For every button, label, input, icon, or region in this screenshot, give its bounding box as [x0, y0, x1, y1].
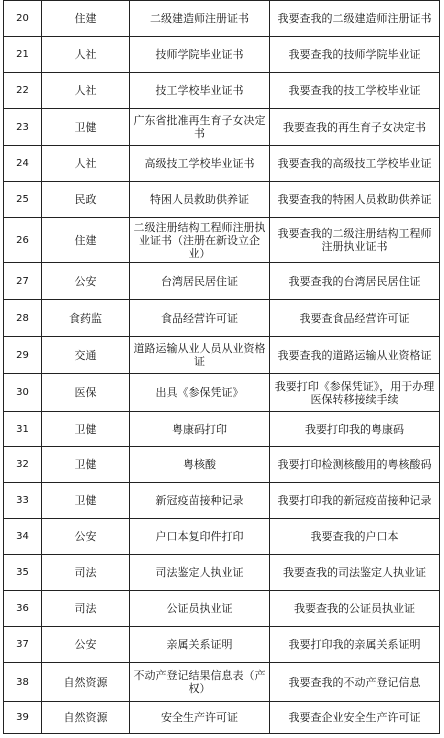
table-row: [4, 702, 440, 734]
row-number: 26: [4, 218, 42, 263]
department-cell: 医保: [42, 374, 130, 412]
row-number: 23: [4, 109, 42, 146]
certificate-item-cell: 道路运输从业人员从业资格证: [130, 337, 270, 374]
table-body: [4, 1, 440, 734]
table-row: [4, 519, 440, 555]
row-number: 39: [4, 702, 42, 734]
certificate-item-cell: 广东省批准再生育子女决定书: [130, 109, 270, 146]
table-row: [4, 300, 440, 337]
department-cell: 自然资源: [42, 702, 130, 734]
service-table-container: [3, 0, 439, 734]
certificate-item-cell: 技师学院毕业证书: [130, 37, 270, 73]
department-cell: 司法: [42, 555, 130, 591]
row-number: 25: [4, 182, 42, 218]
table-row: [4, 182, 440, 218]
row-number: 35: [4, 555, 42, 591]
department-cell: 卫健: [42, 483, 130, 519]
service-description-cell: 我要查我的技工学校毕业证: [270, 73, 440, 109]
certificate-item-cell: 技工学校毕业证书: [130, 73, 270, 109]
department-cell: 民政: [42, 182, 130, 218]
service-description-cell: 我要查我的再生育子女决定书: [270, 109, 440, 146]
department-cell: 司法: [42, 591, 130, 627]
table-row: [4, 412, 440, 447]
table-row: [4, 37, 440, 73]
department-cell: 食药监: [42, 300, 130, 337]
table-row: [4, 1, 440, 37]
department-cell: 卫健: [42, 109, 130, 146]
department-cell: 人社: [42, 37, 130, 73]
table-row: [4, 663, 440, 702]
certificate-item-cell: 特困人员救助供养证: [130, 182, 270, 218]
department-cell: 住建: [42, 218, 130, 263]
service-description-cell: 我要打印我的亲属关系证明: [270, 627, 440, 663]
department-cell: 住建: [42, 1, 130, 37]
service-description-cell: 我要查我的户口本: [270, 519, 440, 555]
row-number: 22: [4, 73, 42, 109]
service-description-cell: 我要查我的不动产登记信息: [270, 663, 440, 702]
certificate-item-cell: 出具《参保凭证》: [130, 374, 270, 412]
table-row: [4, 555, 440, 591]
row-number: 24: [4, 146, 42, 182]
service-description-cell: 我要查企业安全生产许可证: [270, 702, 440, 734]
service-description-cell: 我要查食品经营许可证: [270, 300, 440, 337]
certificate-item-cell: 二级注册结构工程师注册执业证书（注册在新设立企业）: [130, 218, 270, 263]
row-number: 20: [4, 1, 42, 37]
service-description-cell: 我要查我的高级技工学校毕业证: [270, 146, 440, 182]
row-number: 38: [4, 663, 42, 702]
service-description-cell: 我要查我的台湾居民居住证: [270, 263, 440, 300]
table-row: [4, 218, 440, 263]
row-number: 31: [4, 412, 42, 447]
service-table: [3, 0, 440, 734]
row-number: 29: [4, 337, 42, 374]
service-description-cell: 我要查我的二级注册结构工程师注册执业证书: [270, 218, 440, 263]
certificate-item-cell: 粤康码打印: [130, 412, 270, 447]
service-description-cell: 我要查我的特困人员救助供养证: [270, 182, 440, 218]
table-row: [4, 627, 440, 663]
service-description-cell: 我要查我的二级建造师注册证书: [270, 1, 440, 37]
table-row: [4, 591, 440, 627]
certificate-item-cell: 台湾居民居住证: [130, 263, 270, 300]
department-cell: 人社: [42, 146, 130, 182]
table-row: [4, 337, 440, 374]
table-row: [4, 146, 440, 182]
department-cell: 交通: [42, 337, 130, 374]
service-description-cell: 我要打印检测核酸用的粤核酸码: [270, 447, 440, 483]
certificate-item-cell: 不动产登记结果信息表（产权）: [130, 663, 270, 702]
certificate-item-cell: 高级技工学校毕业证书: [130, 146, 270, 182]
certificate-item-cell: 粤核酸: [130, 447, 270, 483]
row-number: 27: [4, 263, 42, 300]
row-number: 32: [4, 447, 42, 483]
row-number: 36: [4, 591, 42, 627]
service-description-cell: 我要打印我的新冠疫苗接种记录: [270, 483, 440, 519]
certificate-item-cell: 公证员执业证: [130, 591, 270, 627]
table-row: [4, 447, 440, 483]
department-cell: 公安: [42, 627, 130, 663]
service-description-cell: 我要查我的司法鉴定人执业证: [270, 555, 440, 591]
row-number: 37: [4, 627, 42, 663]
service-description-cell: 我要打印《参保凭证》，用于办理医保转移接续手续: [270, 374, 440, 412]
table-row: [4, 73, 440, 109]
table-row: [4, 374, 440, 412]
row-number: 33: [4, 483, 42, 519]
service-description-cell: 我要查我的公证员执业证: [270, 591, 440, 627]
certificate-item-cell: 亲属关系证明: [130, 627, 270, 663]
certificate-item-cell: 安全生产许可证: [130, 702, 270, 734]
department-cell: 人社: [42, 73, 130, 109]
service-description-cell: 我要打印我的粤康码: [270, 412, 440, 447]
department-cell: 自然资源: [42, 663, 130, 702]
department-cell: 卫健: [42, 412, 130, 447]
certificate-item-cell: 户口本复印件打印: [130, 519, 270, 555]
service-description-cell: 我要查我的道路运输从业资格证: [270, 337, 440, 374]
row-number: 34: [4, 519, 42, 555]
table-row: [4, 109, 440, 146]
row-number: 30: [4, 374, 42, 412]
certificate-item-cell: 食品经营许可证: [130, 300, 270, 337]
table-row: [4, 263, 440, 300]
row-number: 28: [4, 300, 42, 337]
certificate-item-cell: 司法鉴定人执业证: [130, 555, 270, 591]
table-row: [4, 483, 440, 519]
department-cell: 卫健: [42, 447, 130, 483]
certificate-item-cell: 新冠疫苗接种记录: [130, 483, 270, 519]
department-cell: 公安: [42, 263, 130, 300]
service-description-cell: 我要查我的技师学院毕业证: [270, 37, 440, 73]
row-number: 21: [4, 37, 42, 73]
certificate-item-cell: 二级建造师注册证书: [130, 1, 270, 37]
department-cell: 公安: [42, 519, 130, 555]
